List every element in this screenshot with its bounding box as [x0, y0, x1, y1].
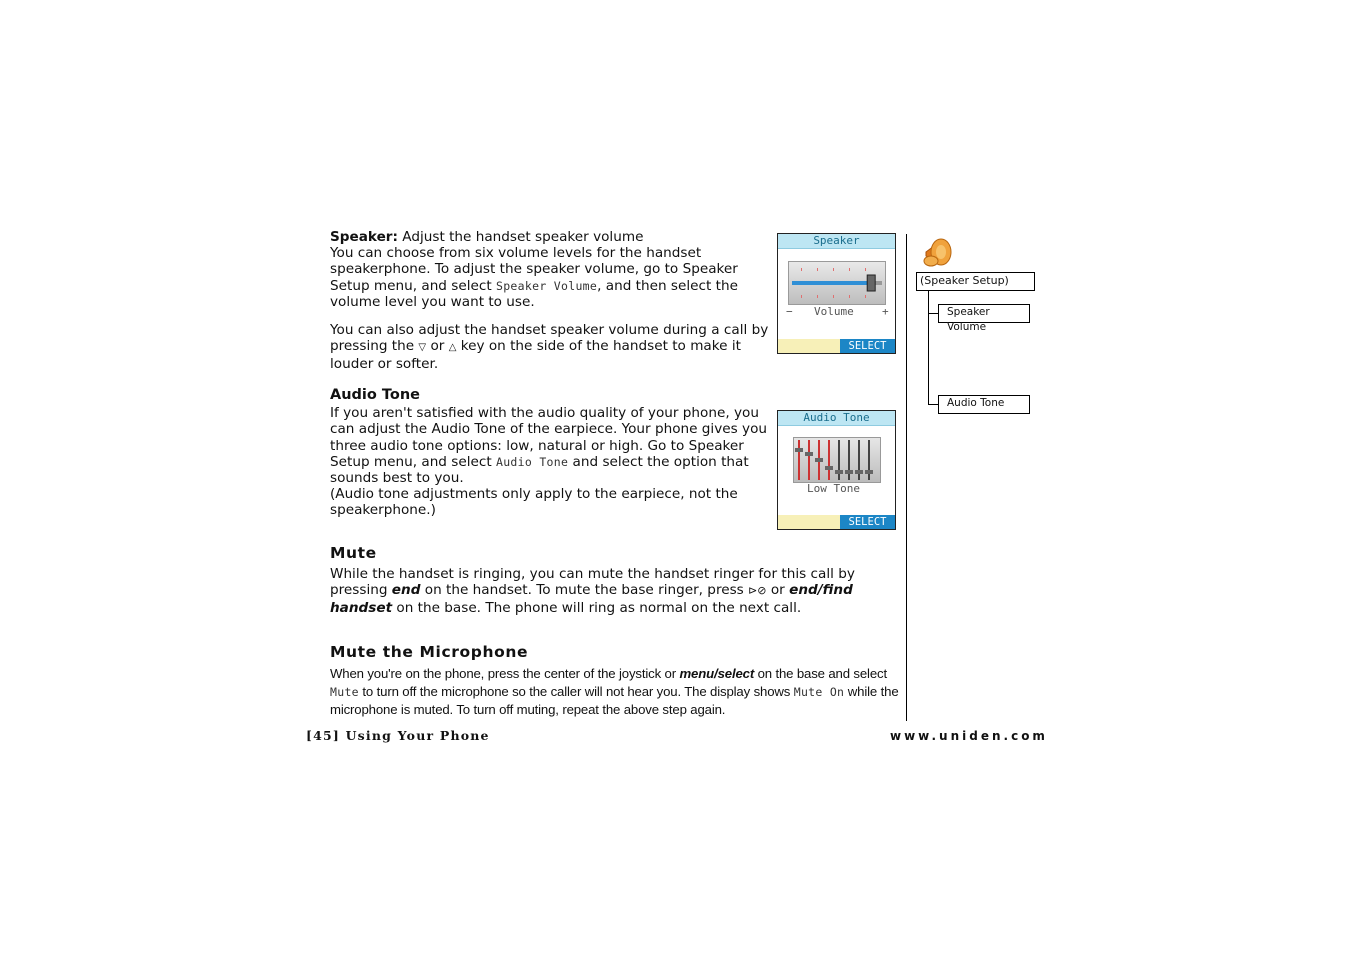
audio-tone-screen	[777, 410, 896, 530]
speaker-select-softkey[interactable]: SELECT	[840, 339, 895, 353]
up-key-icon: △	[448, 342, 457, 354]
speaker-setup-icon	[920, 236, 954, 270]
speaker-volume-code: Speaker Volume	[495, 278, 598, 293]
mute-paragraph: While the handset is ringing, you can mute the handset ringer for this call by pressing end on the handset. To mute the base ringer, press ⊳⊘ or end/find handset on the base. The phone will ring as normal on the next call.	[330, 566, 855, 616]
volume-plus-label: +	[882, 305, 889, 318]
audio-tone-heading: Audio Tone	[330, 387, 420, 403]
tree-branch-1	[928, 313, 938, 314]
end-find-handset-text: end/find handset	[330, 582, 853, 616]
speaker-paragraph-2: You can also adjust the handset speaker volume during a call by pressing the ▽ or △ key on the side of the handset to make it louder or softer.	[330, 322, 769, 373]
base-ringer-icon: ⊳⊘	[748, 584, 767, 598]
low-tone-label: Low Tone	[807, 482, 860, 495]
audio-tone-screen-title: Audio Tone	[778, 411, 895, 426]
equalizer-graphic	[793, 437, 881, 483]
audio-tone-section	[330, 387, 770, 519]
column-divider	[906, 234, 907, 721]
menu-root-box	[916, 272, 1035, 291]
menu-item-audio-tone-label: Audio Tone	[947, 397, 1005, 409]
down-key-icon: ▽	[418, 342, 427, 354]
speaker-screen	[777, 233, 896, 354]
audio-tone-code: Audio Tone	[495, 454, 569, 469]
mute-on-code: Mute On	[793, 684, 845, 699]
speaker-paragraph-1: You can choose from six volume levels for the handset speakerphone. To adjust the speaker volume, go to Speaker Setup menu, and select Speaker Volume, and then select the volume level you want to use.	[330, 245, 738, 310]
volume-slider	[788, 261, 886, 305]
volume-slider-graphic	[789, 262, 885, 304]
speaker-section	[330, 229, 770, 373]
speaker-heading: Speaker:	[330, 229, 398, 245]
menu-select-text: menu/select	[679, 666, 755, 681]
mute-heading: Mute	[330, 544, 377, 562]
end-key-text: end	[391, 582, 421, 599]
audio-tone-note: (Audio tone adjustments only apply to the earpiece, not the speakerphone.)	[330, 486, 738, 519]
footer-website: www.uniden.com	[890, 729, 1048, 743]
menu-item-speaker-volume	[938, 304, 1030, 333]
audio-tone-softkey-bar	[778, 515, 895, 529]
equalizer-sliders	[794, 438, 880, 482]
speaker-screen-title: Speaker	[778, 234, 895, 249]
volume-minus-label: −	[786, 305, 793, 318]
tree-branch-2	[928, 404, 938, 405]
mute-mic-heading: Mute the Microphone	[330, 643, 529, 661]
tree-vertical-line	[928, 291, 929, 405]
mute-mic-section	[330, 643, 900, 719]
footer-page-label: [45] Using Your Phone	[306, 728, 490, 743]
mute-mic-paragraph: When you're on the phone, press the center of the joystick or menu/select on the base and select Mute to turn off the microphone so the caller will not hear you. The display shows Mute On while the microphone is muted. To turn off muting, repeat the above step again.	[330, 666, 899, 717]
mute-code: Mute	[330, 684, 359, 699]
mute-section	[330, 545, 870, 616]
speaker-heading-rest: Adjust the handset speaker volume	[397, 229, 644, 245]
volume-label: Volume	[814, 305, 854, 318]
audio-tone-select-softkey[interactable]: SELECT	[840, 515, 895, 529]
menu-item-speaker-volume-label: Speaker Volume	[947, 306, 990, 333]
speaker-softkey-bar	[778, 339, 895, 353]
audio-tone-paragraph: If you aren't satisfied with the audio quality of your phone, you can adjust the Audio Tone of the earpiece. Your phone gives you three audio tone options: low, natural or high. Go to Speaker Setup menu, and select Audio Tone and select the option that sounds best to you.	[330, 405, 768, 487]
menu-root-label: (Speaker Setup)	[920, 274, 1009, 287]
menu-item-audio-tone	[938, 395, 1030, 414]
